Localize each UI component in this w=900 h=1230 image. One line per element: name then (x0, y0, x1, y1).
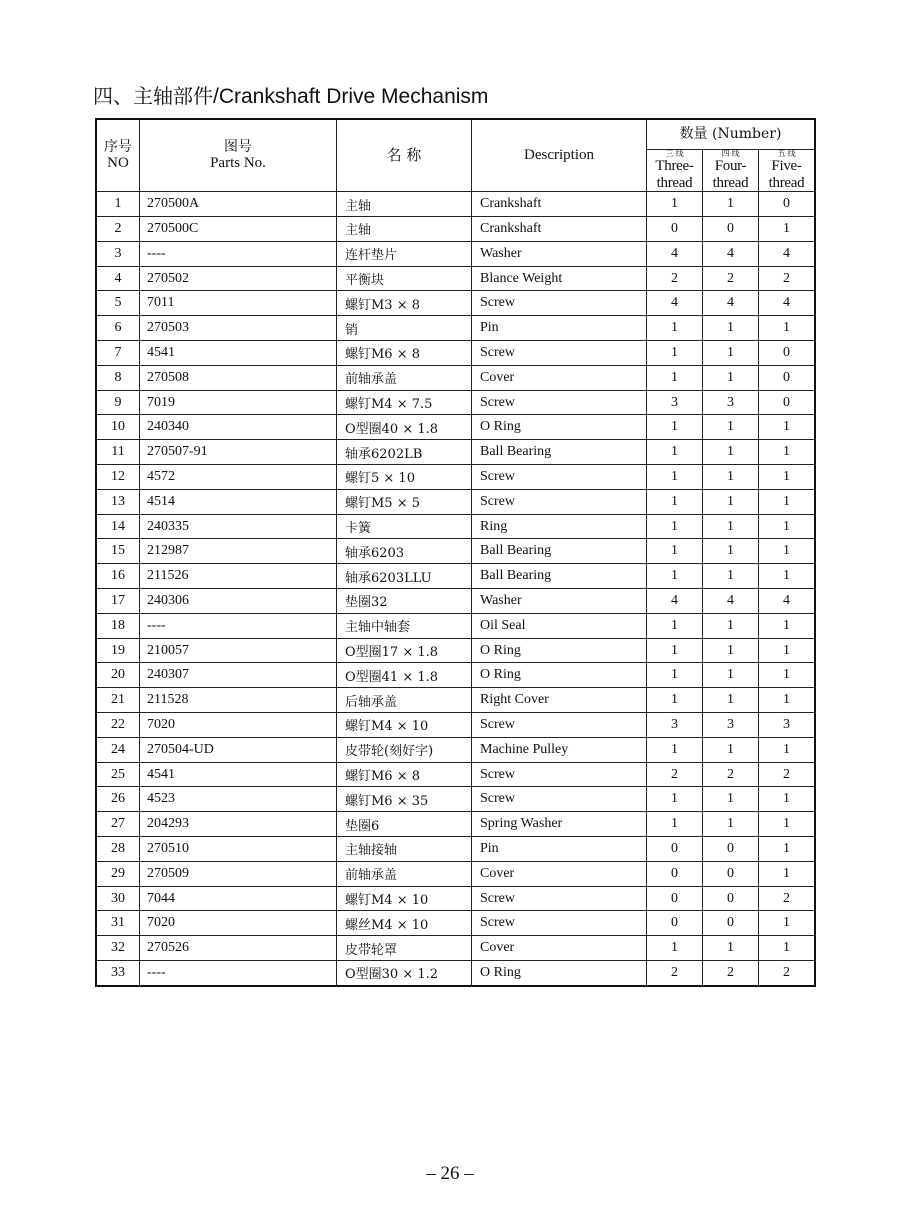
table-row (96, 737, 815, 762)
cell-name: 螺钉M4 × 10 (337, 886, 472, 911)
cell-parts-no: 270503 (140, 316, 337, 341)
cell-qty-five-thread: 0 (759, 365, 816, 390)
cell-qty-five-thread: 1 (759, 465, 816, 490)
section-title-cn: 四、主轴部件 (93, 84, 213, 108)
cell-qty-four-thread: 0 (703, 837, 759, 862)
cell-qty-three-thread: 0 (647, 837, 703, 862)
table-row (96, 341, 815, 366)
cell-qty-three-thread: 1 (647, 316, 703, 341)
cell-parts-no: 270502 (140, 266, 337, 291)
header-no-en: NO (107, 155, 129, 172)
cell-no: 16 (96, 564, 140, 589)
cell-qty-five-thread: 1 (759, 440, 816, 465)
table-row (96, 638, 815, 663)
cell-qty-four-thread: 1 (703, 514, 759, 539)
cell-qty-four-thread: 1 (703, 192, 759, 217)
cell-no: 7 (96, 341, 140, 366)
parts-table-body (96, 192, 815, 986)
header-three-en: Three-thread (655, 158, 694, 191)
table-row (96, 316, 815, 341)
table-row (96, 762, 815, 787)
cell-qty-five-thread: 1 (759, 638, 816, 663)
cell-parts-no: 240340 (140, 415, 337, 440)
table-row (96, 886, 815, 911)
cell-name: 螺钉M6 × 8 (337, 762, 472, 787)
cell-qty-three-thread: 0 (647, 886, 703, 911)
table-row (96, 936, 815, 961)
cell-qty-three-thread: 4 (647, 241, 703, 266)
cell-qty-three-thread: 1 (647, 341, 703, 366)
cell-qty-three-thread: 0 (647, 861, 703, 886)
cell-qty-four-thread: 1 (703, 613, 759, 638)
cell-name: 主轴 (337, 192, 472, 217)
cell-qty-four-thread: 4 (703, 241, 759, 266)
cell-qty-four-thread: 1 (703, 440, 759, 465)
cell-qty-five-thread: 1 (759, 514, 816, 539)
cell-name: 螺丝M4 × 10 (337, 911, 472, 936)
cell-qty-three-thread: 2 (647, 266, 703, 291)
table-row (96, 489, 815, 514)
cell-no: 20 (96, 663, 140, 688)
cell-name: 轴承6203LLU (337, 564, 472, 589)
cell-qty-four-thread: 4 (703, 589, 759, 614)
cell-qty-five-thread: 1 (759, 564, 816, 589)
cell-qty-five-thread: 4 (759, 241, 816, 266)
cell-description: Oil Seal (472, 613, 647, 638)
cell-name: 螺钉M5 × 5 (337, 489, 472, 514)
cell-parts-no: 4572 (140, 465, 337, 490)
cell-qty-four-thread: 2 (703, 762, 759, 787)
parts-table (95, 118, 816, 987)
cell-qty-three-thread: 1 (647, 787, 703, 812)
cell-parts-no: ---- (140, 961, 337, 986)
cell-name: O型圈40 × 1.8 (337, 415, 472, 440)
cell-description: Pin (472, 837, 647, 862)
cell-parts-no: ---- (140, 241, 337, 266)
cell-parts-no: ---- (140, 613, 337, 638)
cell-no: 19 (96, 638, 140, 663)
cell-qty-three-thread: 2 (647, 961, 703, 986)
cell-description: Spring Washer (472, 812, 647, 837)
header-parts-no-cn: 图号 (224, 138, 252, 155)
cell-qty-five-thread: 1 (759, 217, 816, 242)
cell-parts-no: 240306 (140, 589, 337, 614)
cell-no: 18 (96, 613, 140, 638)
cell-description: Screw (472, 489, 647, 514)
cell-name: 轴承6202LB (337, 440, 472, 465)
cell-no: 13 (96, 489, 140, 514)
cell-name: 后轴承盖 (337, 688, 472, 713)
cell-name: O型圈17 × 1.8 (337, 638, 472, 663)
header-description: Description (472, 119, 647, 192)
cell-description: Ball Bearing (472, 539, 647, 564)
cell-qty-three-thread: 1 (647, 514, 703, 539)
section-title (93, 80, 488, 109)
cell-parts-no: 270507-91 (140, 440, 337, 465)
cell-qty-three-thread: 1 (647, 564, 703, 589)
cell-no: 8 (96, 365, 140, 390)
cell-description: Cover (472, 936, 647, 961)
cell-no: 21 (96, 688, 140, 713)
cell-parts-no: 7020 (140, 713, 337, 738)
header-four-cn: 四 线 (721, 148, 740, 158)
cell-description: Screw (472, 465, 647, 490)
cell-qty-five-thread: 2 (759, 266, 816, 291)
cell-qty-four-thread: 1 (703, 812, 759, 837)
cell-parts-no: 270500A (140, 192, 337, 217)
header-three-thread (647, 149, 703, 192)
cell-description: Screw (472, 762, 647, 787)
cell-no: 14 (96, 514, 140, 539)
section-title-separator: / (213, 85, 219, 108)
cell-name: 主轴接轴 (337, 837, 472, 862)
cell-qty-five-thread: 1 (759, 911, 816, 936)
cell-qty-five-thread: 4 (759, 291, 816, 316)
cell-qty-five-thread: 4 (759, 589, 816, 614)
cell-no: 30 (96, 886, 140, 911)
cell-qty-three-thread: 1 (647, 365, 703, 390)
cell-name: 螺钉M3 × 8 (337, 291, 472, 316)
table-row (96, 365, 815, 390)
table-row (96, 861, 815, 886)
cell-no: 11 (96, 440, 140, 465)
cell-description: Screw (472, 911, 647, 936)
cell-qty-four-thread: 1 (703, 688, 759, 713)
cell-qty-four-thread: 1 (703, 638, 759, 663)
cell-description: Screw (472, 886, 647, 911)
cell-qty-three-thread: 0 (647, 217, 703, 242)
cell-qty-four-thread: 1 (703, 936, 759, 961)
cell-description: Screw (472, 390, 647, 415)
cell-qty-four-thread: 2 (703, 961, 759, 986)
cell-parts-no: 212987 (140, 539, 337, 564)
cell-qty-five-thread: 1 (759, 489, 816, 514)
table-row (96, 440, 815, 465)
cell-qty-three-thread: 1 (647, 415, 703, 440)
cell-no: 5 (96, 291, 140, 316)
cell-qty-four-thread: 1 (703, 465, 759, 490)
table-row (96, 241, 815, 266)
cell-description: Cover (472, 861, 647, 886)
section-title-en: Crankshaft Drive Mechanism (218, 85, 489, 108)
cell-no: 3 (96, 241, 140, 266)
table-row (96, 713, 815, 738)
cell-qty-four-thread: 4 (703, 291, 759, 316)
cell-qty-three-thread: 1 (647, 539, 703, 564)
cell-qty-five-thread: 1 (759, 861, 816, 886)
cell-qty-four-thread: 3 (703, 390, 759, 415)
table-row (96, 911, 815, 936)
cell-qty-three-thread: 4 (647, 291, 703, 316)
cell-description: Screw (472, 713, 647, 738)
cell-qty-three-thread: 1 (647, 440, 703, 465)
table-row (96, 564, 815, 589)
cell-parts-no: 270509 (140, 861, 337, 886)
cell-qty-three-thread: 2 (647, 762, 703, 787)
cell-qty-five-thread: 0 (759, 341, 816, 366)
table-row (96, 837, 815, 862)
table-row (96, 291, 815, 316)
header-parts-no (140, 119, 337, 192)
cell-no: 12 (96, 465, 140, 490)
cell-qty-three-thread: 4 (647, 589, 703, 614)
cell-qty-three-thread: 3 (647, 713, 703, 738)
cell-qty-four-thread: 0 (703, 861, 759, 886)
cell-parts-no: 4541 (140, 341, 337, 366)
cell-qty-four-thread: 1 (703, 316, 759, 341)
cell-qty-three-thread: 0 (647, 911, 703, 936)
cell-description: O Ring (472, 961, 647, 986)
cell-description: Ball Bearing (472, 440, 647, 465)
cell-name: O型圈30 × 1.2 (337, 961, 472, 986)
table-row (96, 465, 815, 490)
cell-name: 主轴中轴套 (337, 613, 472, 638)
cell-qty-four-thread: 1 (703, 737, 759, 762)
header-no (96, 119, 140, 192)
cell-no: 33 (96, 961, 140, 986)
cell-name: 螺钉M4 × 7.5 (337, 390, 472, 415)
cell-parts-no: 270500C (140, 217, 337, 242)
cell-qty-five-thread: 1 (759, 663, 816, 688)
cell-name: 轴承6203 (337, 539, 472, 564)
cell-qty-three-thread: 1 (647, 613, 703, 638)
cell-name: 连杆垫片 (337, 241, 472, 266)
cell-no: 22 (96, 713, 140, 738)
cell-description: Screw (472, 787, 647, 812)
cell-no: 10 (96, 415, 140, 440)
cell-qty-three-thread: 3 (647, 390, 703, 415)
header-number-label: 数量 (Number) (679, 126, 782, 142)
cell-parts-no: 211528 (140, 688, 337, 713)
cell-qty-three-thread: 1 (647, 465, 703, 490)
cell-parts-no: 7020 (140, 911, 337, 936)
header-five-en: Five-thread (768, 158, 805, 191)
cell-qty-five-thread: 1 (759, 539, 816, 564)
cell-description: Blance Weight (472, 266, 647, 291)
page-number: – 26 – (426, 1163, 474, 1184)
cell-no: 6 (96, 316, 140, 341)
cell-qty-five-thread: 1 (759, 688, 816, 713)
cell-qty-five-thread: 1 (759, 812, 816, 837)
header-four-thread (703, 149, 759, 192)
cell-parts-no: 270504-UD (140, 737, 337, 762)
cell-qty-five-thread: 1 (759, 936, 816, 961)
cell-name: 螺钉M6 × 35 (337, 787, 472, 812)
cell-qty-three-thread: 1 (647, 936, 703, 961)
cell-qty-three-thread: 1 (647, 812, 703, 837)
cell-qty-five-thread: 0 (759, 390, 816, 415)
cell-qty-five-thread: 1 (759, 837, 816, 862)
header-four-en: Four-thread (712, 158, 749, 191)
cell-parts-no: 4541 (140, 762, 337, 787)
cell-qty-three-thread: 1 (647, 638, 703, 663)
cell-qty-five-thread: 1 (759, 613, 816, 638)
cell-qty-five-thread: 1 (759, 737, 816, 762)
cell-description: Machine Pulley (472, 737, 647, 762)
header-name: 名 称 (337, 119, 472, 192)
cell-no: 1 (96, 192, 140, 217)
cell-name: 前轴承盖 (337, 365, 472, 390)
cell-parts-no: 270510 (140, 837, 337, 862)
table-row (96, 812, 815, 837)
cell-no: 26 (96, 787, 140, 812)
cell-description: O Ring (472, 638, 647, 663)
table-row (96, 415, 815, 440)
header-five-thread (759, 149, 816, 192)
cell-parts-no: 4523 (140, 787, 337, 812)
header-three-cn: 三 线 (665, 148, 684, 158)
cell-qty-four-thread: 2 (703, 266, 759, 291)
cell-parts-no: 4514 (140, 489, 337, 514)
cell-parts-no: 240335 (140, 514, 337, 539)
cell-parts-no: 7011 (140, 291, 337, 316)
cell-description: Cover (472, 365, 647, 390)
table-row (96, 217, 815, 242)
header-no-cn: 序号 (104, 138, 132, 155)
cell-qty-five-thread: 1 (759, 316, 816, 341)
cell-description: Crankshaft (472, 192, 647, 217)
cell-no: 17 (96, 589, 140, 614)
cell-no: 4 (96, 266, 140, 291)
cell-name: 螺钉5 × 10 (337, 465, 472, 490)
cell-qty-five-thread: 2 (759, 886, 816, 911)
cell-name: 平衡块 (337, 266, 472, 291)
cell-name: 垫圈6 (337, 812, 472, 837)
cell-qty-four-thread: 0 (703, 911, 759, 936)
cell-qty-five-thread: 2 (759, 762, 816, 787)
cell-no: 28 (96, 837, 140, 862)
table-row (96, 787, 815, 812)
cell-name: 皮带轮罩 (337, 936, 472, 961)
cell-name: 螺钉M6 × 8 (337, 341, 472, 366)
cell-name: 主轴 (337, 217, 472, 242)
cell-description: Screw (472, 291, 647, 316)
cell-qty-five-thread: 1 (759, 787, 816, 812)
header-number-group (647, 119, 816, 149)
cell-qty-five-thread: 2 (759, 961, 816, 986)
cell-no: 29 (96, 861, 140, 886)
cell-description: O Ring (472, 415, 647, 440)
cell-qty-four-thread: 1 (703, 489, 759, 514)
cell-parts-no: 211526 (140, 564, 337, 589)
cell-name: 螺钉M4 × 10 (337, 713, 472, 738)
cell-no: 27 (96, 812, 140, 837)
cell-name: 销 (337, 316, 472, 341)
cell-qty-four-thread: 0 (703, 217, 759, 242)
cell-description: Right Cover (472, 688, 647, 713)
table-row (96, 390, 815, 415)
cell-qty-five-thread: 0 (759, 192, 816, 217)
cell-qty-three-thread: 1 (647, 192, 703, 217)
cell-qty-five-thread: 1 (759, 415, 816, 440)
cell-parts-no: 270508 (140, 365, 337, 390)
cell-parts-no: 204293 (140, 812, 337, 837)
cell-description: Washer (472, 241, 647, 266)
header-parts-no-en: Parts No. (210, 155, 266, 172)
cell-no: 25 (96, 762, 140, 787)
cell-qty-three-thread: 1 (647, 688, 703, 713)
table-header-row (96, 119, 815, 149)
cell-qty-four-thread: 1 (703, 663, 759, 688)
cell-no: 9 (96, 390, 140, 415)
header-five-cn: 五 线 (777, 148, 796, 158)
cell-qty-four-thread: 1 (703, 564, 759, 589)
cell-no: 24 (96, 737, 140, 762)
cell-description: Crankshaft (472, 217, 647, 242)
cell-description: O Ring (472, 663, 647, 688)
cell-description: Ring (472, 514, 647, 539)
table-row (96, 688, 815, 713)
table-row (96, 961, 815, 986)
cell-qty-three-thread: 1 (647, 737, 703, 762)
cell-description: Screw (472, 341, 647, 366)
cell-name: 卡簧 (337, 514, 472, 539)
cell-parts-no: 210057 (140, 638, 337, 663)
cell-no: 2 (96, 217, 140, 242)
cell-no: 31 (96, 911, 140, 936)
cell-qty-four-thread: 3 (703, 713, 759, 738)
cell-parts-no: 7044 (140, 886, 337, 911)
cell-qty-five-thread: 3 (759, 713, 816, 738)
cell-qty-four-thread: 1 (703, 341, 759, 366)
table-row (96, 613, 815, 638)
table-row (96, 589, 815, 614)
cell-no: 15 (96, 539, 140, 564)
cell-no: 32 (96, 936, 140, 961)
table-row (96, 539, 815, 564)
table-row (96, 663, 815, 688)
cell-qty-three-thread: 1 (647, 489, 703, 514)
cell-parts-no: 7019 (140, 390, 337, 415)
cell-parts-no: 240307 (140, 663, 337, 688)
table-row (96, 192, 815, 217)
cell-qty-four-thread: 1 (703, 539, 759, 564)
cell-qty-four-thread: 1 (703, 365, 759, 390)
table-row (96, 514, 815, 539)
cell-qty-four-thread: 1 (703, 415, 759, 440)
cell-name: 垫圈32 (337, 589, 472, 614)
cell-qty-three-thread: 1 (647, 663, 703, 688)
table-row (96, 266, 815, 291)
cell-name: O型圈41 × 1.8 (337, 663, 472, 688)
cell-name: 前轴承盖 (337, 861, 472, 886)
cell-description: Pin (472, 316, 647, 341)
cell-qty-four-thread: 0 (703, 886, 759, 911)
cell-description: Washer (472, 589, 647, 614)
cell-name: 皮带轮(刻好字) (337, 737, 472, 762)
cell-parts-no: 270526 (140, 936, 337, 961)
cell-description: Ball Bearing (472, 564, 647, 589)
cell-qty-four-thread: 1 (703, 787, 759, 812)
